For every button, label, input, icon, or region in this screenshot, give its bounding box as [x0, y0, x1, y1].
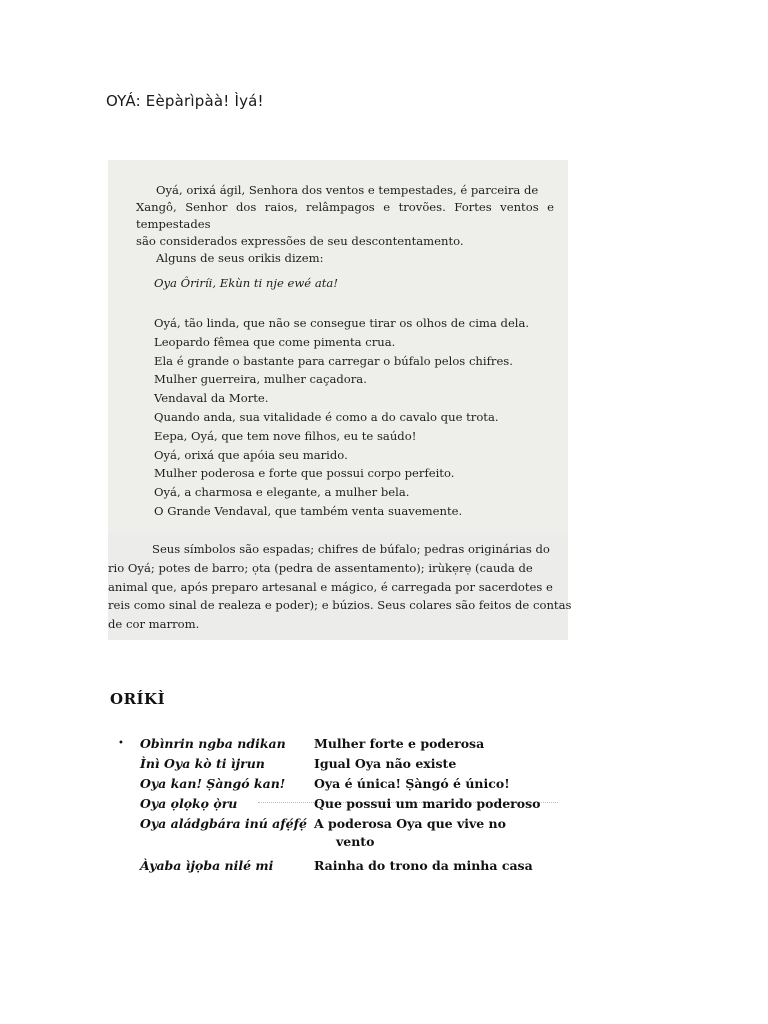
poem-line: Leopardo fêmea que come pimenta crua.: [154, 334, 396, 349]
symbols-paragraph: [108, 532, 572, 640]
yoruba-text: Àyaba ìjọba nilé mi: [140, 858, 274, 873]
poem-line: Oyá, orixá que apóia seu marido.: [154, 447, 348, 462]
poem-line: Mulher poderosa e forte que possui corpo perfeito.: [154, 466, 455, 481]
poem-line: O Grande Vendaval, que também venta suavemente.: [154, 503, 463, 518]
yoruba-text: Oya ọlọkọ ọ̀ru: [140, 796, 238, 811]
intro-line: são considerados expressões de seu descontentamento.: [136, 234, 464, 248]
yoruba-text: Oya kan! Ṣàngó kan!: [140, 776, 286, 791]
symbols-line: animal que, após preparo artesanal e mágico, é carregada por sacerdotes e: [108, 579, 553, 594]
poem-line: Ela é grande o bastante para carregar o búfalo pelos chifres.: [154, 353, 513, 368]
oriki-heading: ORÍKÌ: [110, 690, 166, 708]
poem-line: Oyá, a charmosa e elegante, a mulher bela.: [154, 485, 410, 500]
portuguese-text: Oya é única! Ṣàngó é único!: [314, 776, 510, 791]
poem: [154, 314, 529, 521]
portuguese-text: Mulher forte e poderosa: [314, 736, 485, 751]
symbols-line: rio Oyá; potes de barro; ọta (pedra de assentamento); irùkẹrẹ (cauda de: [108, 560, 533, 575]
poem-line: Eepa, Oyá, que tem nove filhos, eu te saúdo!: [154, 428, 417, 443]
poem-line: Vendaval da Morte.: [154, 391, 269, 406]
symbols-line: de cor marrom.: [108, 617, 200, 632]
scanned-text-block: [108, 160, 572, 640]
intro-line: Oyá, orixá ágil, Senhora dos ventos e tempestades, é parceira de: [156, 183, 539, 197]
portuguese-text-continuation: vento: [336, 834, 375, 849]
poem-line: Oyá, tão linda, que não se consegue tirar os olhos de cima dela.: [154, 316, 530, 330]
poem-line: Quando anda, sua vitalidade é como a do cavalo que trota.: [154, 409, 499, 424]
symbols-line: Seus símbolos são espadas; chifres de búfalo; pedras originárias do: [152, 542, 550, 556]
portuguese-text: Que possui um marido poderoso: [314, 796, 541, 811]
page-title: OYÁ: Eèpàrìpàà! Ìyá!: [106, 92, 264, 110]
yoruba-text: Oya aládgbára inú afẹ́fẹ́: [140, 816, 307, 831]
oriki-title: Oya Ôriríi, Ekùn ti nje ewé ata!: [154, 276, 338, 290]
yoruba-text: Ìnì Oya kò ti ìjrun: [140, 756, 265, 771]
intro-line: Xangô, Senhor dos raios, relâmpagos e trovões. Fortes ventos e tempestades: [136, 200, 554, 231]
intro-paragraph: [136, 182, 554, 267]
symbols-line: reis como sinal de realeza e poder); e búzios. Seus colares são feitos de contas: [108, 598, 572, 613]
oriki-section: [108, 686, 568, 886]
yoruba-text: Obìnrin ngba ndikan: [140, 736, 286, 751]
intro-line: Alguns de seus orikis dizem:: [156, 251, 324, 265]
poem-line: Mulher guerreira, mulher caçadora.: [154, 372, 367, 387]
portuguese-text: A poderosa Oya que vive no: [314, 816, 506, 831]
portuguese-text: Igual Oya não existe: [314, 756, 457, 771]
bullet-icon: •: [118, 738, 124, 749]
portuguese-text: Rainha do trono da minha casa: [314, 858, 533, 873]
